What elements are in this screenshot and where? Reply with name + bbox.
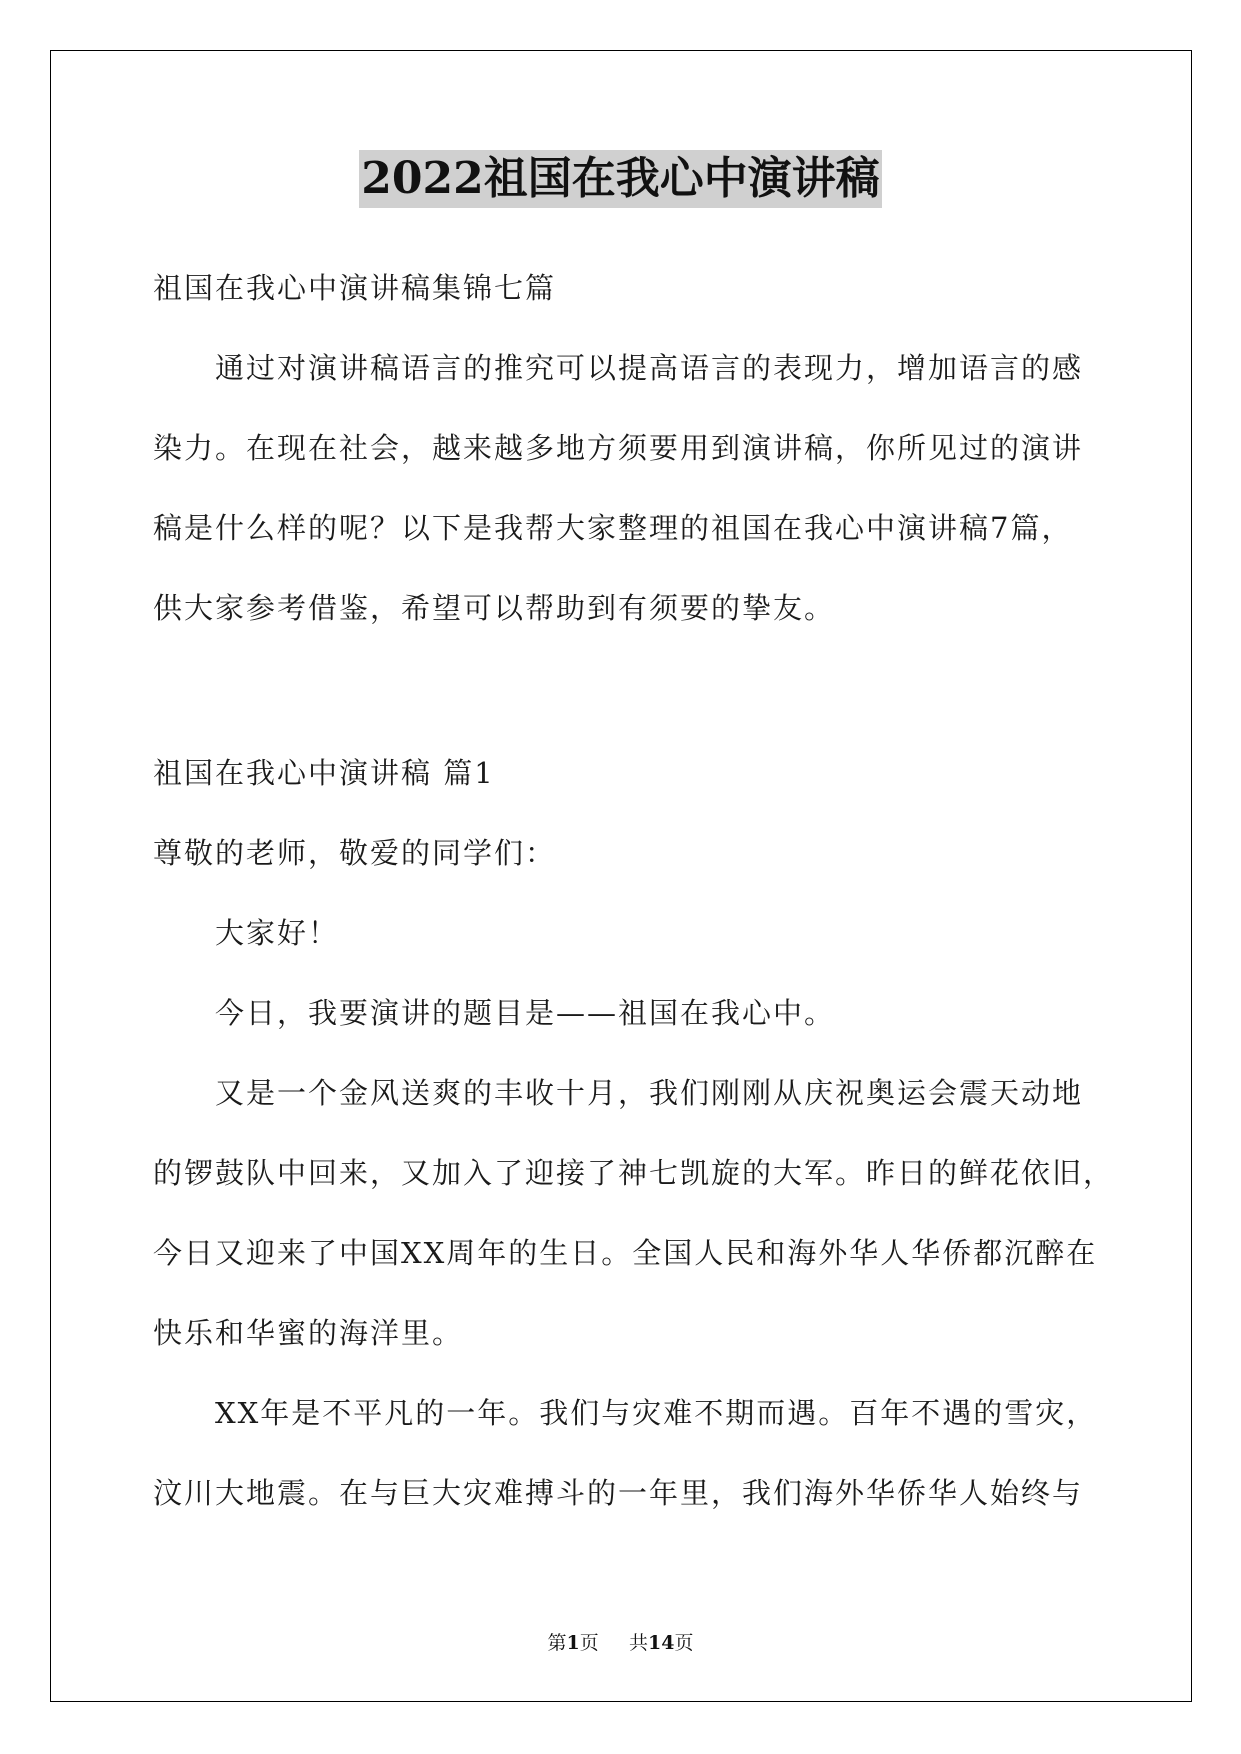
text-line: 的锣鼓队中回来，又加入了迎接了神七凯旋的大军。昨日的鲜花依旧， <box>153 1156 1115 1190</box>
total-prefix: 共 <box>628 1632 648 1654</box>
text-line: 今日又迎来了中国XX周年的生日。全国人民和海外华人华侨都沉醉在 <box>153 1236 1098 1270</box>
text-line: 大家好！ <box>215 916 340 950</box>
total-pages: 14 <box>648 1632 675 1654</box>
text-line: 祖国在我心中演讲稿集锦七篇 <box>153 271 557 305</box>
text-line: 供大家参考借鉴，希望可以帮助到有须要的挚友。 <box>153 591 836 625</box>
section-heading: 祖国在我心中演讲稿 篇1 <box>153 756 495 790</box>
page-prefix: 第 <box>547 1632 567 1654</box>
text-line: 稿是什么样的呢？以下是我帮大家整理的祖国在我心中演讲稿7篇， <box>153 511 1073 545</box>
text-line: 又是一个金风送爽的丰收十月，我们刚刚从庆祝奥运会震天动地 <box>215 1076 1084 1110</box>
text-line: 染力。在现在社会，越来越多地方须要用到演讲稿，你所见过的演讲 <box>153 431 1084 465</box>
text-line: 汶川大地震。在与巨大灾难搏斗的一年里，我们海外华侨华人始终与 <box>153 1476 1084 1510</box>
text-line: 今日，我要演讲的题目是——祖国在我心中。 <box>215 996 836 1030</box>
page-number: 1 <box>566 1632 580 1654</box>
page-suffix: 页 <box>579 1632 599 1654</box>
document-title: 2022祖国在我心中演讲稿 <box>359 150 881 208</box>
text-line: 通过对演讲稿语言的推究可以提高语言的表现力，增加语言的感 <box>215 351 1084 385</box>
text-line: 快乐和华蜜的海洋里。 <box>153 1316 464 1350</box>
page-footer <box>0 1628 1241 1655</box>
total-suffix: 页 <box>674 1632 694 1654</box>
text-line: XX年是不平凡的一年。我们与灾难不期而遇。百年不遇的雪灾， <box>215 1396 1098 1430</box>
title-container <box>0 150 1241 208</box>
text-line: 尊敬的老师，敬爱的同学们： <box>153 836 557 870</box>
